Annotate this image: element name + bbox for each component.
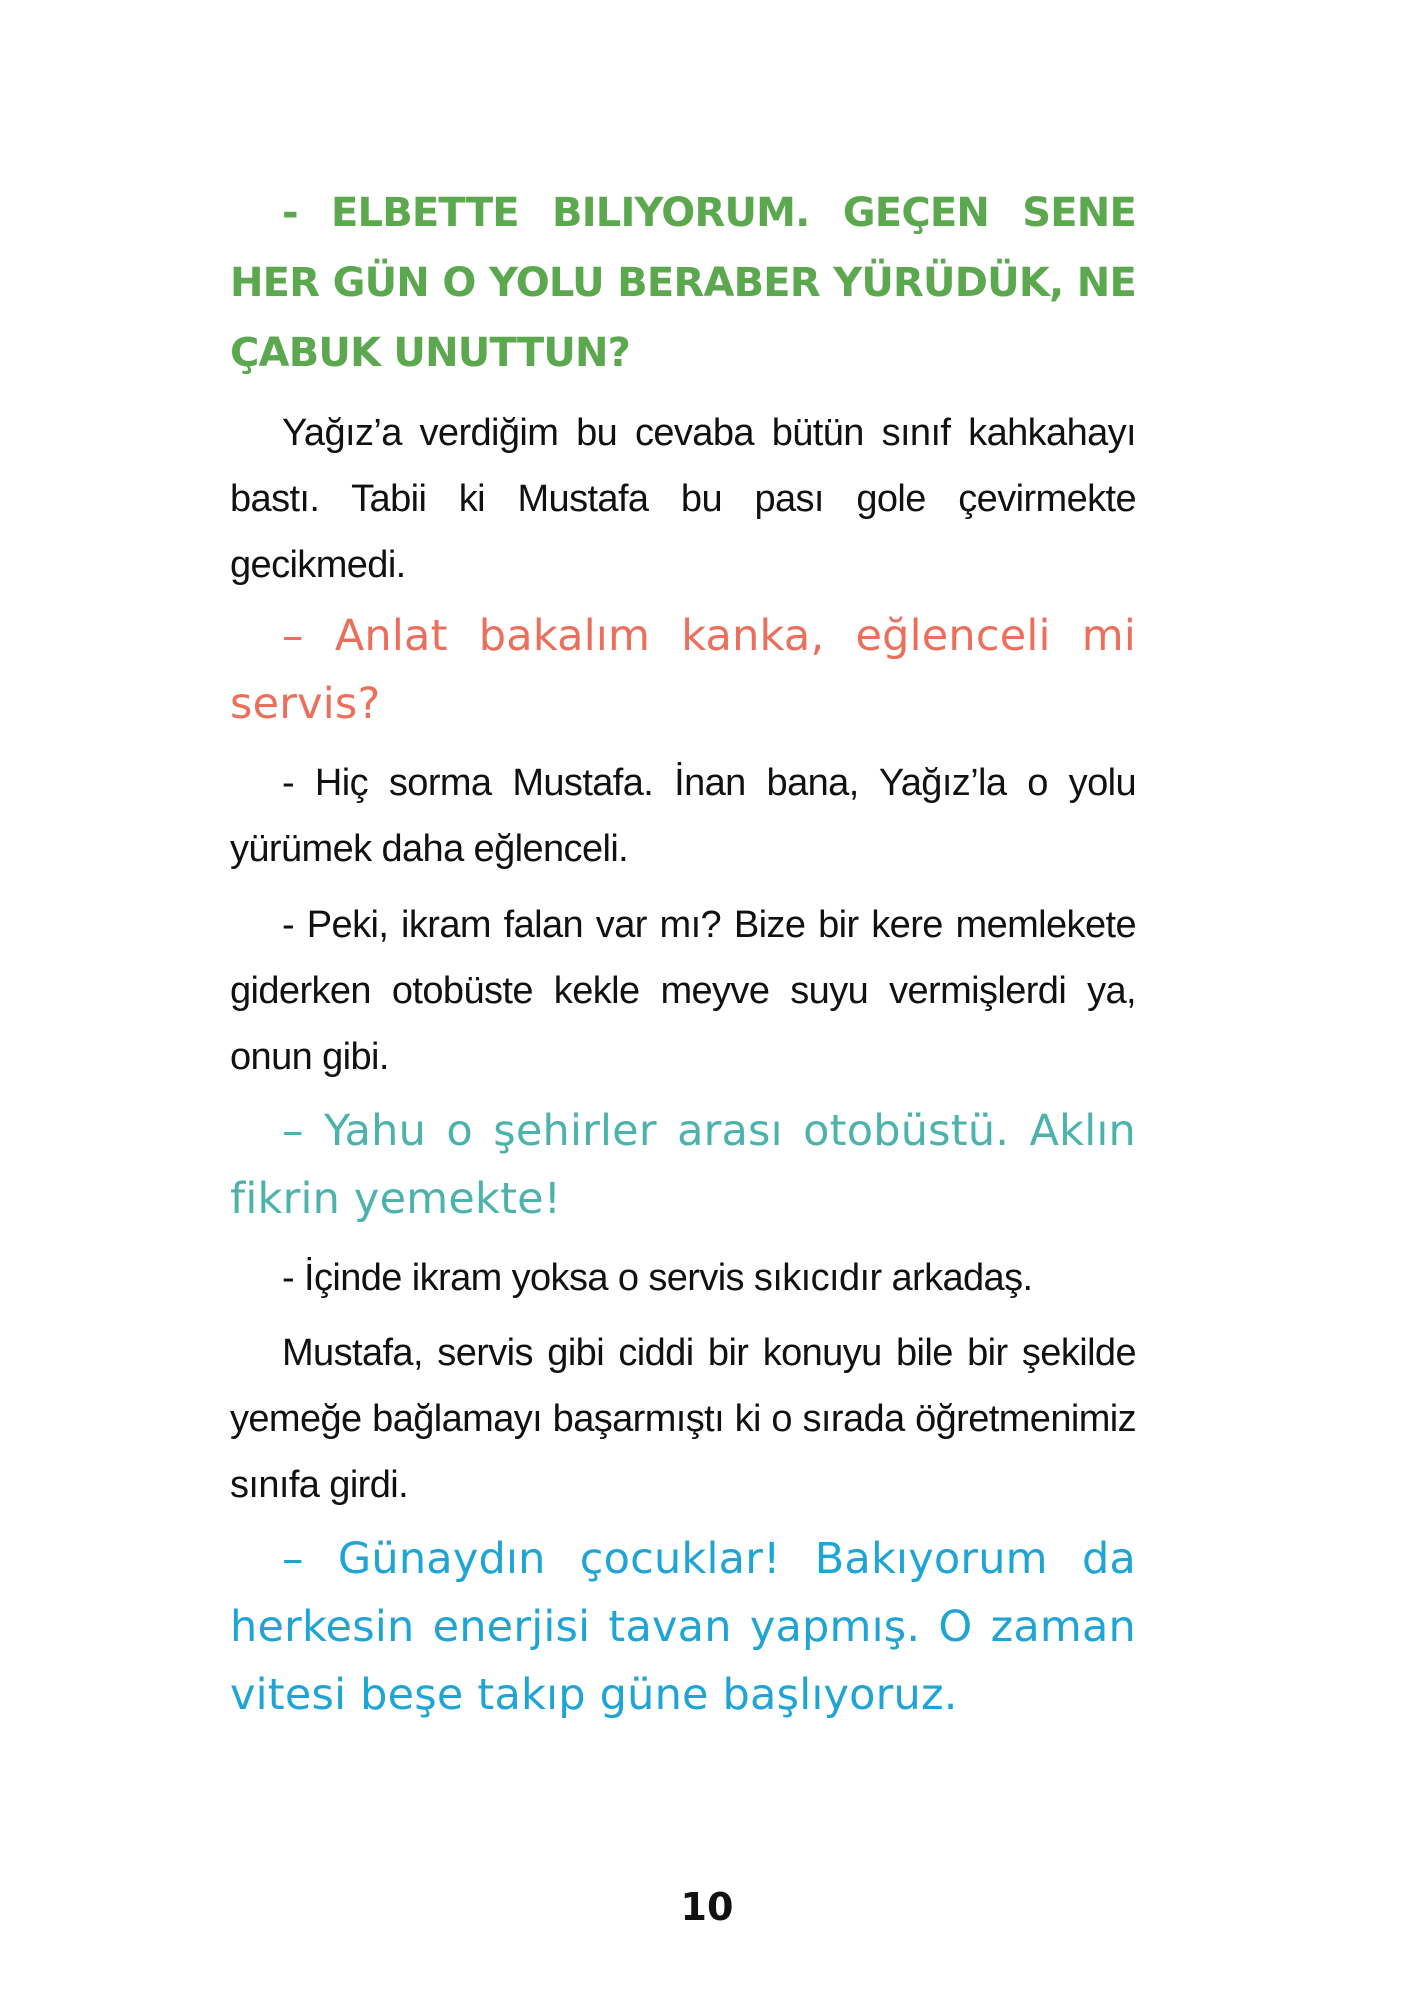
dialog-paragraph-teacher: – Günaydın çocuklar! Bakıyorum da herkesin enerjisi tavan yapmış. O zaman vitesi beşe takıp güne başlıyoruz. (230, 1534, 1136, 1720)
book-page (230, 0, 1136, 2000)
narration-paragraph: Yağız’a verdiğim bu cevaba bütün sınıf kahkahayı bastı. Tabii ki Mustafa bu pası gole çevirmekte gecikmedi. (230, 412, 1136, 586)
narration-paragraph: - İçinde ikram yoksa o servis sıkıcıdır arkadaş. (282, 1257, 1033, 1299)
dialog-paragraph-mustafa: – Anlat bakalım kanka, eğlenceli mi servis? (230, 611, 1136, 729)
dialog-paragraph-yagiz: – Yahu o şehirler arası otobüstü. Aklın fikrin yemekte! (230, 1106, 1136, 1224)
dialog-paragraph-teacher-reply: - ELBETTE BILIYORUM. GEÇEN SENE HER GÜN O YOLU BERABER YÜRÜDÜK, NE ÇABUK UNUTTUN? (230, 190, 1136, 376)
page-number: 10 (680, 1885, 734, 1929)
narration-paragraph: Mustafa, servis gibi ciddi bir konuyu bile bir şekilde yemeğe bağlamayı başarmıştı ki o sırada öğretmenimiz sınıfa girdi. (230, 1332, 1136, 1506)
narration-paragraph: - Peki, ikram falan var mı? Bize bir kere memlekete giderken otobüste kekle meyve suyu vermişlerdi ya, onun gibi. (230, 904, 1136, 1078)
narration-paragraph: - Hiç sorma Mustafa. İnan bana, Yağız’la o yolu yürümek daha eğlenceli. (230, 762, 1136, 870)
